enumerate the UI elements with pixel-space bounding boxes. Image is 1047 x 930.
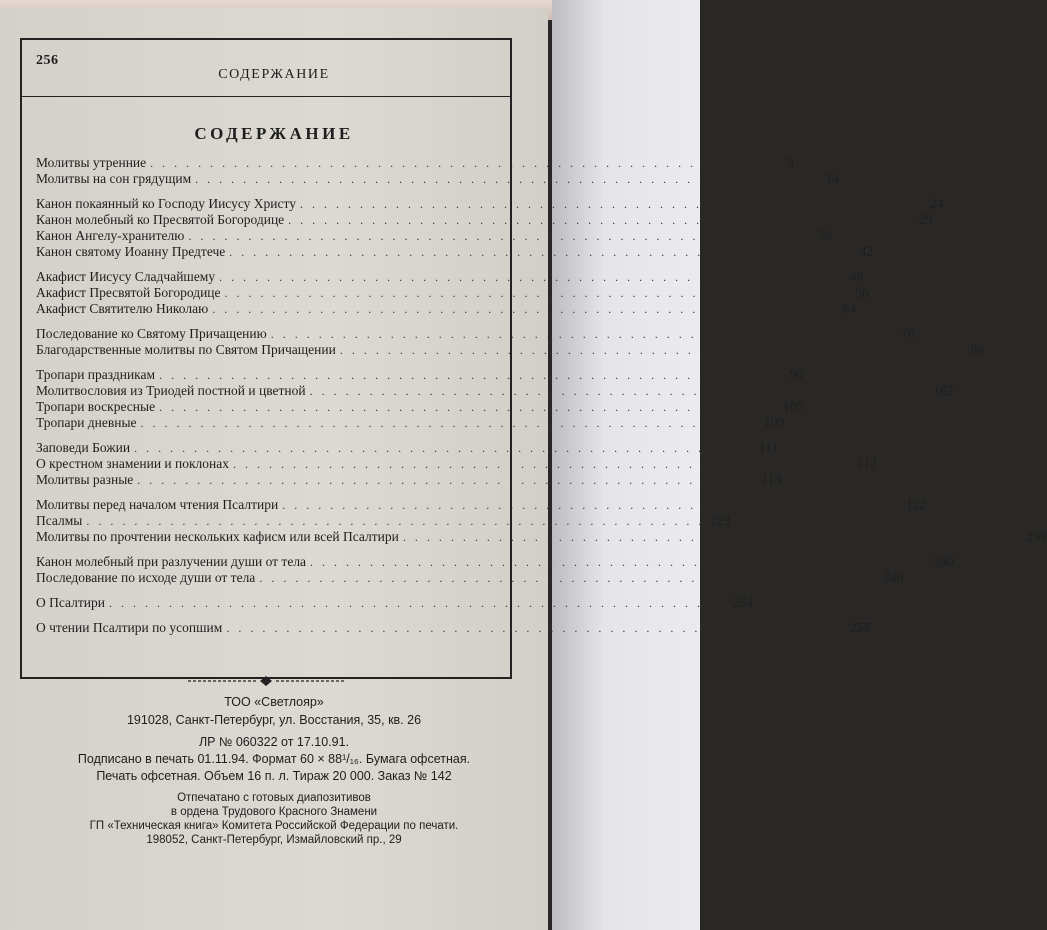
toc-leader-dots: . . . . . . . . . . . . . . . . . . . . . . . . . . . . . . . . . . . . . . . . . . . . . . . . . . . .: [233, 457, 852, 471]
toc-entry-title: Акафист Святителю Николаю: [36, 301, 209, 316]
toc-entry-title: Молитвы разные: [36, 472, 134, 487]
toc-entry-title: Молитвы по прочтении нескольких кафисм или всей Псалтири: [36, 529, 399, 544]
page-number: 256: [36, 53, 59, 68]
toc-leader-dots: . . . . . . . . . . . . . . . . . . . . . . . . . . . . . . . . . . . . . . . . . . . . . . . . . . . .: [159, 400, 778, 414]
toc-gap: [36, 545, 492, 554]
toc-entry: [36, 620, 871, 636]
toc-entry-page: 29: [918, 212, 933, 227]
toc-leader-dots: . . . . . . . . . . . . . . . . . . . . . . . . . . . . . . . . . . . . . . . . . . . . . . . . . . . .: [150, 156, 769, 170]
toc-entry: [36, 513, 731, 529]
toc-leader-dots: . . . . . . . . . . . . . . . . . . . . . . . . . . . . . . . . . . . . . . . . . . . . . . . . . . . .: [134, 441, 753, 455]
toc-gap: [36, 611, 492, 620]
toc-leader-dots: . . . . . . . . . . . . . . . . . . . . . . . . . . . . . . . . . . . . . . . . . . . . . . . . . . . .: [402, 530, 1021, 544]
toc-gap: [36, 488, 492, 497]
toc-entry-title: Благодарственные молитвы по Святом Причащении: [36, 342, 336, 357]
toc-entry: [36, 244, 874, 260]
toc-entry-title: Акафист Иисусу Сладчайшему: [36, 269, 216, 284]
toc-entry-title: Канон святому Иоанну Предтече: [36, 244, 226, 259]
toc-entry-title: Канон покаянный ко Господу Иисусу Христу: [36, 196, 296, 211]
toc-leader-dots: . . . . . . . . . . . . . . . . . . . . . . . . . . . . . . . . . . . . . . . . . . . . . . . . . . . .: [310, 555, 929, 569]
toc-leader-dots: . . . . . . . . . . . . . . . . . . . . . . . . . . . . . . . . . . . . . . . . . . . . . . . . . . . .: [309, 384, 928, 398]
toc-entry: [36, 595, 753, 611]
toc-entry-page: 24: [930, 196, 944, 211]
toc-leader-dots: . . . . . . . . . . . . . . . . . . . . . . . . . . . . . . . . . . . . . . . . . . . . . . . . . . . .: [270, 327, 889, 341]
toc-leader-dots: . . . . . . . . . . . . . . . . . . . . . . . . . . . . . . . . . . . . . . . . . . . . . . . . . . . .: [86, 514, 705, 528]
toc-entry: [36, 155, 795, 171]
toc-leader-dots: . . . . . . . . . . . . . . . . . . . . . . . . . . . . . . . . . . . . . . . . . . . . . . . . . . . .: [282, 498, 901, 512]
toc-entry-title: Заповеди Божии: [36, 440, 131, 455]
toc-leader-dots: . . . . . . . . . . . . . . . . . . . . . . . . . . . . . . . . . . . . . . . . . . . . . . . . . . . .: [108, 596, 727, 610]
toc-entry-page: 105: [782, 399, 804, 414]
toc-entry-page: 113: [761, 472, 782, 487]
imprint-printer: ГП «Техническая книга» Комитета Российской Федерации по печати.: [89, 820, 459, 832]
toc-gap: [36, 317, 492, 326]
toc-entry-title: О чтении Псалтири по усопшим: [36, 620, 223, 635]
toc-leader-dots: . . . . . . . . . . . . . . . . . . . . . . . . . . . . . . . . . . . . . . . . . . . . . . . . . . . .: [226, 621, 845, 635]
table-of-contents: [36, 155, 1047, 636]
toc-entry: [36, 285, 869, 301]
toc-entry-title: Молитвы на сон грядущим: [36, 171, 192, 186]
toc-leader-dots: . . . . . . . . . . . . . . . . . . . . . . . . . . . . . . . . . . . . . . . . . . . . . . . . . . . .: [339, 343, 958, 357]
toc-leader-dots: . . . . . . . . . . . . . . . . . . . . . . . . . . . . . . . . . . . . . . . . . . . . . . . . . . . .: [212, 302, 831, 316]
toc-entry: [36, 497, 927, 513]
toc-leader-dots: . . . . . . . . . . . . . . . . . . . . . . . . . . . . . . . . . . . . . . . . . . . . . . . . . . . .: [259, 571, 878, 585]
toc-entry: [36, 171, 840, 187]
toc-entry: [36, 383, 954, 399]
toc-entry-page: 240: [933, 554, 955, 569]
toc-entry-page: 70: [901, 326, 915, 341]
toc-entry-page: 90: [789, 367, 804, 382]
toc-entry-title: Акафист Пресвятой Богородице: [36, 285, 221, 300]
toc-entry-title: Тропари праздникам: [36, 367, 156, 382]
toc-entry-page: 86: [970, 342, 984, 357]
toc-leader-dots: . . . . . . . . . . . . . . . . . . . . . . . . . . . . . . . . . . . . . . . . . . . . . . . . . . . .: [159, 368, 778, 382]
toc-entry-title: О крестном знамении и поклонах: [36, 456, 230, 471]
toc-entry-page: 254: [732, 595, 753, 610]
toc-entry-title: Молитвы утренние: [36, 155, 147, 170]
imprint-order: в ордена Трудового Красного Знамени: [170, 806, 378, 818]
toc-entry: [36, 570, 904, 586]
imprint-address: 191028, Санкт-Петербург, ул. Восстания, 35, кв. 26: [126, 713, 422, 727]
toc-gap: [36, 358, 492, 367]
toc-entry-page: 64: [842, 301, 857, 316]
toc-entry: [36, 529, 1047, 545]
toc-entry-title: Канон молебный при разлучении души от тела: [36, 554, 307, 569]
divider-ornament: [188, 676, 344, 686]
toc-leader-dots: . . . . . . . . . . . . . . . . . . . . . . . . . . . . . . . . . . . . . . . . . . . . . . . . . . . .: [140, 416, 759, 430]
toc-leader-dots: . . . . . . . . . . . . . . . . . . . . . . . . . . . . . . . . . . . . . . . . . . . . . . . . . . . .: [219, 270, 838, 284]
toc-entry-page: 48: [849, 269, 864, 284]
toc-entry-page: 123: [710, 513, 731, 528]
toc-gap: [36, 586, 492, 595]
toc-entry-title: О Псалтири: [36, 595, 105, 610]
toc-leader-dots: . . . . . . . . . . . . . . . . . . . . . . . . . . . . . . . . . . . . . . . . . . . . . . . . . . . .: [299, 197, 918, 211]
toc-leader-dots: . . . . . . . . . . . . . . . . . . . . . . . . . . . . . . . . . . . . . . . . . . . . . . . . . . . .: [288, 213, 907, 227]
toc-entry-page: 56: [855, 285, 869, 300]
toc-leader-dots: . . . . . . . . . . . . . . . . . . . . . . . . . . . . . . . . . . . . . . . . . . . . . . . . . . . .: [137, 473, 756, 487]
toc-entry-page: 246: [883, 570, 904, 585]
toc-entry: [36, 301, 857, 317]
toc-gap: [36, 431, 492, 440]
toc-entry: [36, 228, 833, 244]
toc-entry-page: 3: [787, 155, 795, 170]
toc-entry: [36, 212, 933, 228]
toc-entry: [36, 367, 804, 383]
toc-entry: [36, 554, 955, 570]
toc-leader-dots: . . . . . . . . . . . . . . . . . . . . . . . . . . . . . . . . . . . . . . . . . . . . . . . . . . . .: [229, 245, 848, 259]
toc-entry-title: Канон Ангелу-хранителю: [36, 228, 185, 243]
toc-entry-page: 109: [764, 415, 785, 430]
header-rule: [20, 96, 512, 97]
toc-entry-title: Тропари воскресные: [36, 399, 156, 414]
toc-entry-page: 42: [859, 244, 874, 259]
imprint-print: Печать офсетная. Объем 16 п. л. Тираж 20 000. Заказ № 142: [96, 769, 452, 783]
toc-entry-title: Последование по исходе души от тела: [36, 570, 256, 585]
imprint-publisher: ТОО «Светлояр»: [224, 695, 324, 709]
toc-entry: [36, 326, 915, 342]
toc-entry-page: 122: [906, 497, 927, 512]
toc-entry: [36, 415, 785, 431]
imprint-printed-from: Отпечатано с готовых диапозитивов: [177, 792, 371, 804]
toc-entry-page: 239: [1026, 529, 1047, 544]
imprint-license: ЛР № 060322 от 17.10.91.: [198, 735, 350, 749]
page-title: СОДЕРЖАНИЕ: [194, 124, 354, 143]
toc-entry: [36, 456, 878, 472]
toc-entry: [36, 399, 804, 415]
toc-entry-page: 36: [818, 228, 833, 243]
toc-entry-title: Молитвы перед началом чтения Псалтири: [36, 497, 279, 512]
toc-entry-page: 255: [850, 620, 871, 635]
toc-entry-title: Молитвословия из Триодей постной и цветной: [36, 383, 306, 398]
toc-entry: [36, 472, 782, 488]
toc-entry-title: Канон молебный ко Пресвятой Богородице: [36, 212, 285, 227]
toc-leader-dots: . . . . . . . . . . . . . . . . . . . . . . . . . . . . . . . . . . . . . . . . . . . . . . . . . . . .: [195, 172, 814, 186]
toc-entry: [36, 342, 984, 358]
toc-entry: [36, 440, 779, 456]
running-head: СОДЕРЖАНИЕ: [218, 67, 330, 82]
toc-entry-page: 102: [933, 383, 954, 398]
toc-leader-dots: . . . . . . . . . . . . . . . . . . . . . . . . . . . . . . . . . . . . . . . . . . . . . . . . . . . .: [224, 286, 843, 300]
toc-leader-dots: . . . . . . . . . . . . . . . . . . . . . . . . . . . . . . . . . . . . . . . . . . . . . . . . . . . .: [188, 229, 807, 243]
imprint-printer-address: 198052, Санкт-Петербург, Измайловский пр., 29: [146, 834, 402, 846]
toc-entry-title: Псалмы: [36, 513, 83, 528]
toc-entry: [36, 269, 864, 285]
toc-entry-title: Последование ко Святому Причащению: [36, 326, 267, 341]
toc-entry-page: 14: [825, 171, 840, 186]
toc-entry-page: 111: [758, 440, 779, 455]
toc-gap: [36, 260, 492, 269]
toc-gap: [36, 187, 492, 196]
toc-entry-page: 112: [857, 456, 878, 471]
toc-entry-title: Тропари дневные: [36, 415, 137, 430]
imprint-signed: Подписано в печать 01.11.94. Формат 60 × 88¹/₁₆. Бумага офсетная.: [77, 752, 471, 766]
toc-entry: [36, 196, 944, 212]
